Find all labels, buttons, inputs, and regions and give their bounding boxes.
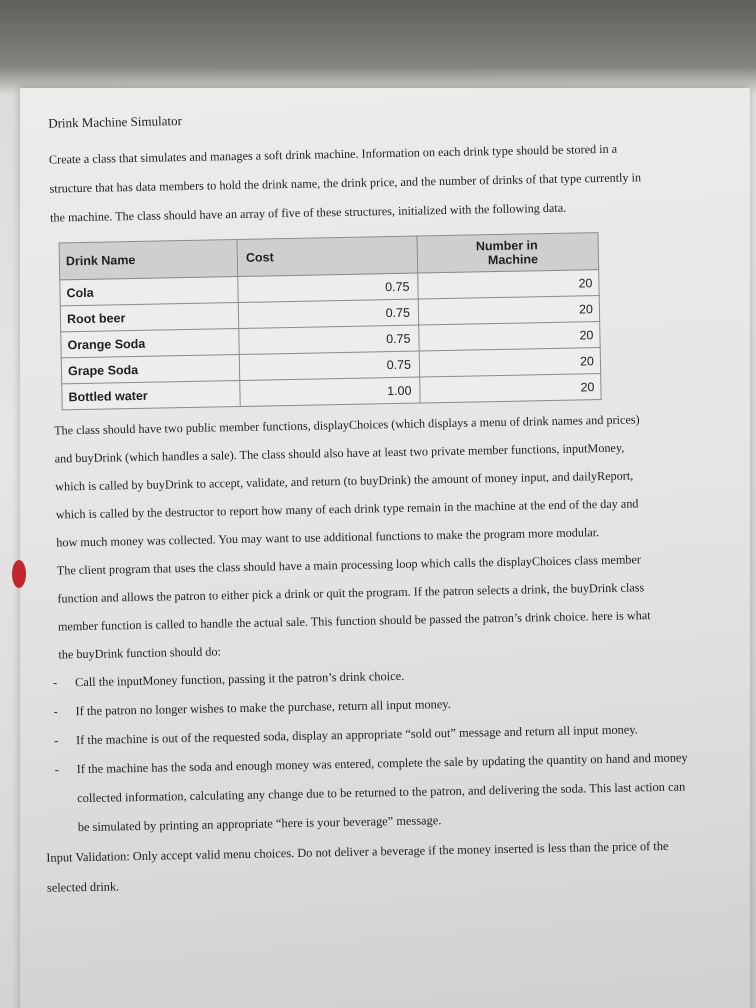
bullet-dash: - <box>53 733 59 748</box>
input-validation-paragraph: Input Validation: Only accept valid menu choices. Do not deliver a beverage if the money inserted is less than the price of the selected drink. <box>46 838 669 895</box>
drink-name-cell: Bottled water <box>62 380 240 409</box>
document-title: Drink Machine Simulator <box>48 113 182 131</box>
drink-name-cell: Root beer <box>60 302 238 331</box>
client-paragraph: The client program that uses the class should have a main processing loop which calls the displayChoices class member function and allows the patron to either pick a drink or quit the program. If the patron selects a drink, the buyDrink class member function is called to handle the actual sale. This function should be passed the patron’s drink choice. here is what the buyDrink function should do: <box>56 552 651 662</box>
header-drink-name: Drink Name <box>59 240 238 280</box>
functions-paragraph: The class should have two public member functions, displayChoices (which displays a menu of drink names and prices) and buyDrink (which handles a sale). The class should also have at least two private member functions, inputMoney, which is called by buyDrink to accept, validate, and return (to buyDrink) the amount of money input, and dailyReport, which is called by the destructor to report how many of each drink type remain in the machine at the end of the day and how much money was collected. You may want to use additional functions to make the program more modular. <box>54 412 640 550</box>
header-cost: Cost <box>237 236 418 276</box>
drink-name-cell: Orange Soda <box>61 328 239 357</box>
count-cell: 20 <box>419 322 600 351</box>
cost-cell: 0.75 <box>239 325 419 354</box>
count-cell: 20 <box>418 270 599 299</box>
list-item-text: Call the inputMoney function, passing it the patron’s drink choice. <box>74 668 405 690</box>
count-cell: 20 <box>420 374 601 403</box>
list-item-text: If the patron no longer wishes to make the purchase, return all input money. <box>75 696 451 719</box>
cost-cell: 0.75 <box>238 299 418 328</box>
drink-name-cell: Grape Soda <box>61 354 239 383</box>
list-item <box>54 743 698 842</box>
count-cell: 20 <box>419 348 600 377</box>
document-page <box>28 98 688 903</box>
bullet-dash: - <box>52 675 58 690</box>
bullet-dash: - <box>53 704 58 719</box>
bullet-dash: - <box>54 762 59 777</box>
cost-cell: 0.75 <box>238 273 418 302</box>
red-marker <box>12 560 26 588</box>
background-surface <box>0 0 756 95</box>
list-item-text: If the machine is out of the requested soda, display an appropriate “sold out” message and return all input money. <box>75 722 638 748</box>
drink-name-cell: Cola <box>60 277 238 306</box>
cost-cell: 0.75 <box>239 351 419 380</box>
drink-table <box>59 232 602 410</box>
header-number: Number in Machine <box>417 233 599 273</box>
list-item-text: If the machine has the soda and enough money was entered, complete the sale by updating the quantity on hand and money collected information, calculating any change due to be returned to the patron, and delivering the soda. This last action can be simulated by printing an appropriate “here is your beverage” message. <box>76 750 688 835</box>
count-cell: 20 <box>418 296 599 325</box>
cost-cell: 1.00 <box>240 377 420 406</box>
intro-paragraph: Create a class that simulates and manages a soft drink machine. Information on each drink type should be stored in a structure that has data members to hold the drink name, the drink price, and the number of drinks of that type currently in the machine. The class should have an array of five of these structures, initialized with the following data. <box>48 141 642 225</box>
buydrink-steps-list <box>39 657 688 843</box>
